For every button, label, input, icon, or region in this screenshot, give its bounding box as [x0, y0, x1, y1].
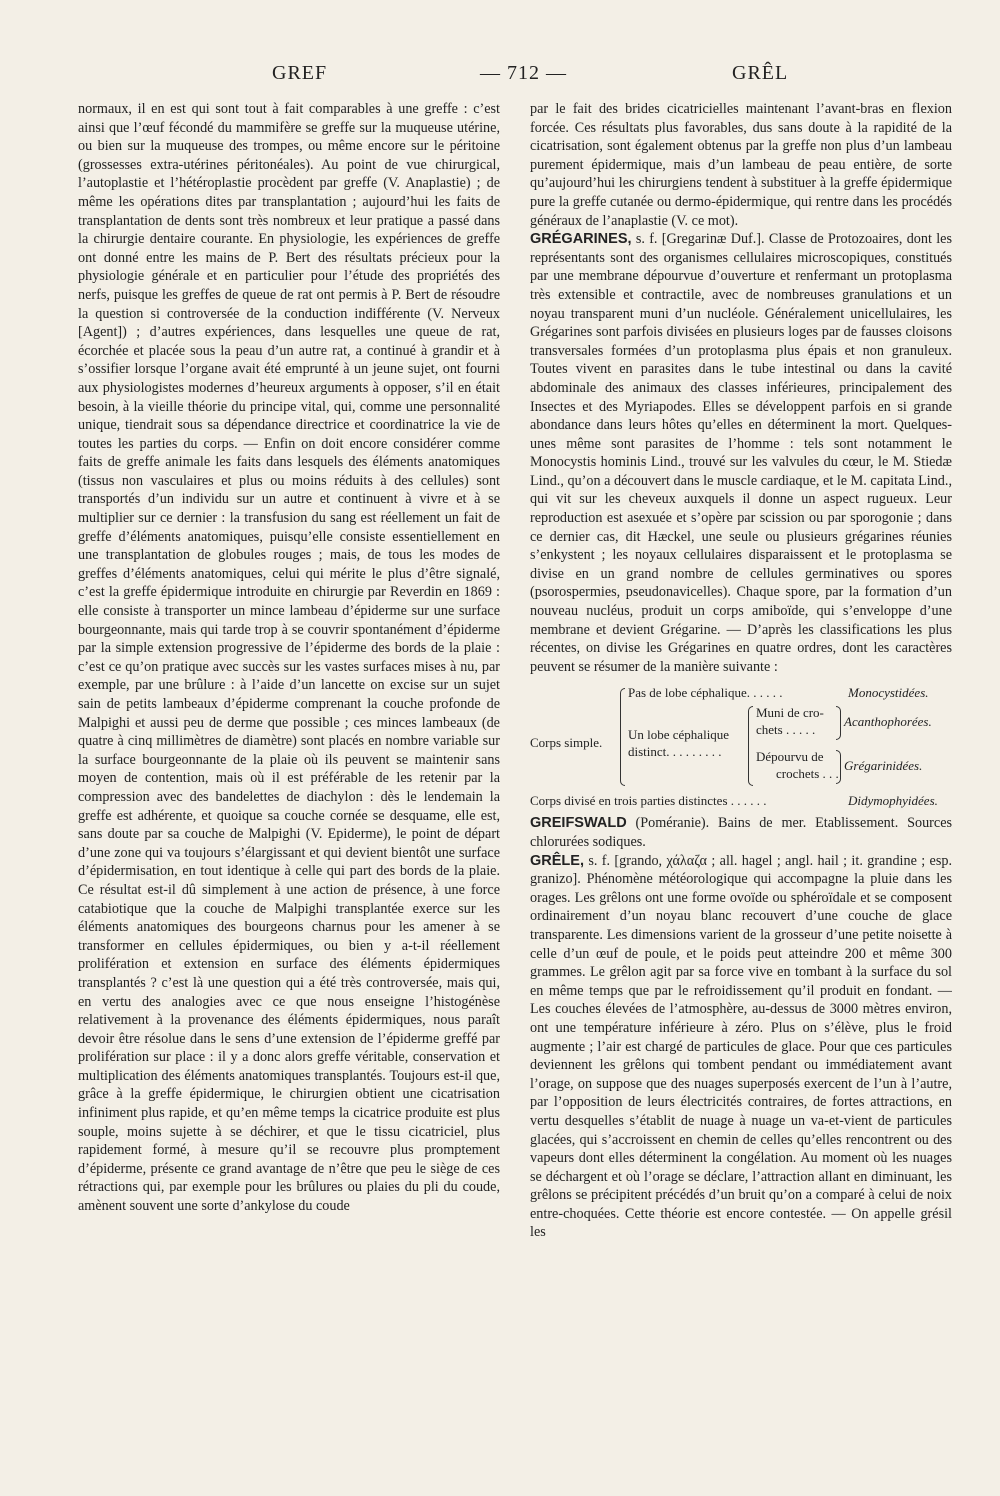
greffe-conclusion-text: par le fait des brides cicatricielles maintenant l’avant-bras en flexion forcée. Ces résultats plus favorables, dus sans doute à la rapidité de la cicatrisation, sont également obtenus par la greffe non plus d’un lambeau purement épidermique, mais d’un lambeau de peau entière, de sorte qu’aujourd’hui les chirurgiens tendent à substituer à la greffe épidermique pure la greffe cutanée ou dermo-épidermique, qui rentre dans les procédés généraux de l’anaplastie (V. ce mot). [530, 101, 952, 229]
entry-gregarines [530, 230, 952, 676]
order-gregarinidees: Grégarinidées. [844, 758, 923, 774]
entry-body-greifswald: (Poméranie). Bains de mer. Etablissement. Sources chlorurées sodiques. [530, 815, 952, 850]
label-corps-divise: Corps divisé en trois parties distinctes . . . . . . [530, 793, 767, 809]
label-corps-simple: Corps simple. [530, 735, 603, 751]
label-pas-de-lobe: Pas de lobe céphalique. . . . . . [628, 685, 783, 701]
brace-depourvu [836, 750, 841, 784]
entry-body-gregarines: s. f. [Gregarinæ Duf.]. Classe de Protozoaires, dont les représentants sont des organismes cellulaires microscopiques, constitués par une membrane dépourvue d’ouverture et renfermant un protoplasma très extensible et contractile, avec de nombreuses granulations et un noyau transparent muni d’un nucléole. Généralement unicellulaires, les Grégarines sont parfois divisées en plusieurs loges par de fausses cloisons transversales formées d’un protoplasma plus épais et non granuleux. Toutes vivent en parasites dans le tube intestinal ou dans la cavité abdominale des animaux des classes inférieures, principalement des Insectes et des Myriapodes. Elles se développent parfois en si grande abondance dans leurs hôtes qu’elles en déterminent la mort. Quelques-unes même sont parasites de l’homme : tels sont notamment le Monocystis hominis Lind., trouvé sur les valvules du cœur, le M. Stiedæ Lind., qu’on a découvert dans le muscle cardiaque, et le M. capitata Lind., qui vit sur les cheveux auxquels il donne un aspect rugueux. Leur reproduction est asexuée et s’opère par scission ou par sporogonie ; dans ce dernier cas, dit Hæckel, une seule ou plusieurs grégarines réunies s’enkystent ; les noyaux cellulaires disparaissent et le protoplasma se divise en un grand nombre de cellules germinatives ou spores (psorospermies, pseudonavicelles). Chaque spore, par la formation d’un nouveau nucléus, produit un corps amiboïde, qui s’enveloppe d’une membrane et devient Grégarine. — D’après les classifications les plus récentes, on divise les Grégarines en quatre ordres, dont les caractères peuvent se résumer de la manière suivante : [530, 231, 952, 675]
page-number: — 712 — [480, 62, 567, 84]
entry-body-grele: s. f. [grando, χάλαζα ; all. hagel ; angl. hail ; it. grandine ; esp. granizo]. Phénomène météorologique qui accompagne la pluie dans les orages. Les grêlons ont une forme ovoïde ou sphéroïdale et se composent ordinairement d’un noyau blanc recouvert d’une couche de glace transparente. Les dimensions varient de la grosseur d’une petite noisette à celle d’un œuf de poule, et le poids peut atteindre 200 et même 300 grammes. Le grêlon agit par sa force vive en tombant à la surface du sol en même temps que par le refroidissement qu’il produit en fondant. — Les couches élevées de l’atmosphère, au-dessus de 3000 mètres environ, ont une température inférieure à zéro. Plus on s’élève, plus le froid augmente ; l’air est chargé de particules de glace. Pour que ces particules deviennent les grêlons qui tombent pendant ou immédiatement avant l’orage, on suppose que des nuages superposés exercent de l’un à l’autre, par l’opposition de leurs électricités contraires, de fortes attractions, en vertu desquelles s’établit de nuage à nuage un va-et-vient de particules glacées, qui s’accroissent en chemin de celles qu’elles rencontrent ou des vapeurs dont elles déterminent la congélation. Au moment où les nuages se déchargent et où l’orage se déclare, l’attraction allant en diminuant, les grêlons se précipitent précédés d’un bruit qu’on a comparé à celui de noix entre-choquées. Cette théorie est encore contestée. — On appelle grésil les [530, 852, 952, 1241]
label-crochets: crochets . . . [776, 766, 839, 782]
right-column [530, 100, 952, 1450]
label-un-lobe: Un lobe céphalique [628, 727, 730, 743]
brace-muni [836, 706, 841, 740]
label-chets: chets . . . . . [756, 722, 816, 738]
brace-lobe [748, 706, 753, 786]
entry-head-gregarines: GRÉGARINES, [530, 231, 632, 248]
brace-corps-simple [620, 688, 625, 786]
greffe-continued-text: normaux, il en est qui sont tout à fait comparables à une greffe : c’est ainsi que l’œuf fécondé du mammifère se greffe sur la muqueuse utérine, ou bien sur la muqueuse des trompes, ou même encore sur le péritoine (grossesses extra-utérines péritonéales). Au point de vue chirurgical, l’autoplastie et l’hétéroplastie procèdent par greffe (V. Anaplastie) ; de même les opérations dites par transplantation ; aujourd’hui les faits de transplantation de dents sont très nombreux et leur pratique a passé dans la chirurgie dentaire courante. En physiologie, les expériences de greffe ont donné entre les mains de P. Bert des résultats précieux pour la physiologie générale et en particulier pour l’étude des propriétés des nerfs, puisque les greffes de queue de rat ont permis à P. Bert de résoudre la question si controversée de la conduction indifférente (V. Nerveux [Agent]) ; d’autres expériences, dans lesquelles une queue de rat, écorchée et placée sous la peau d’un autre rat, a continué à grandir et à s’ossifier lorsque l’organe avait été emprunté à un jeune sujet, ont fourni aux physiologistes modernes d’heureux arguments à opposer, s’il en était besoin, à la vieille théorie du principe vital, qui, comme une personnalité unique, tiendrait sous sa dépendance directrice et coordinatrice la vie de toutes les parties du corps. — Enfin on doit encore considérer comme faits de greffe animale les faits dans lesquels des éléments anatomiques (tissus non vasculaires et plus ou moins réduits à des cellules) sont transportés d’un individu sur un autre et continuent à vivre et à se multiplier sur ce dernier : la transfusion du sang est réellement un fait de greffe d’éléments anatomiques, puisqu’elle consiste essentiellement en une transplantation de globules rouges ; mais, de tous les modes de greffes d’éléments anatomiques, celui qui mérite le plus d’être signalé, c’est la greffe épidermique introduite en chirurgie par Reverdin en 1869 : elle consiste à transporter un mince lambeau d’épiderme sur une surface bourgeonnante, mais qui tarde trop à se couvrir spontanément d’épiderme par la simple extension progressive de l’épiderme des bords de la plaie : c’est ce qu’on pratique avec succès sur les vastes surfaces mises à nu, par exemple, par une brûlure : à l’aide d’un lancette on excise sur un sujet sain de petits lambeaux d’épiderme comprenant la couche profonde de Malpighi et aussi peu de derme que possible ; ces minces lambeaux (de quatre à cinq millimètres de diamètre) sont placés en nombre variable sur la surface bourgeonnante de la plaie où ils peuvent se maintenir sans moyen de contention, mais où il est préférable de les retenir par la compression avec des bandelettes de diachylon : dès le lendemain la greffe est adhérente, et quoique sa couche cornée se desquame, elle est, sans doute par sa couche de Malpighi (V. Epiderme), le point de départ d’une zone qui va toujours s’élargissant et qui devient bientôt une surface d’épidermisation, en tout identique à celle qui part des bords de la plaie. Ce résultat est-il dû simplement à une action de présence, à une force catabiotique que la couche de Malpighi transplantée exerce sur les éléments anatomiques des bourgeons charnus pour les amener à se transformer en cellules épidermiques, ou bien y a-t-il réellement prolifération et extension en surface des éléments épidermiques transplantés ? c’est là une question qui a été très controversée, mais qui, en vertu des analogies avec ce que nous enseigne l’histogénèse relativement à la provenance des éléments épidermiques, nous paraît devoir être résolue dans le sens d’une extension de l’épiderme greffé par prolifération sur place : il y a donc alors greffe véritable, conservation et multiplication des éléments anatomiques transplantés. Toujours est-il que, grâce à la greffe épidermique, le chirurgien obtient une cicatrisation infiniment plus rapide, et qu’en même temps la cicatrice produite est plus souple, moins sujette à se déchirer, et que le tissu cicatriciel, plus rapidement formé, à mesure qu’il se recouvre plus promptement d’épiderme, présente ce grand avantage de n’être que peu le siège de ces rétractions qui, par exemple pour les brûlures ou plaies du pli du coude, amènent souvent une sorte d’ankylose du coude [78, 101, 500, 1215]
entry-head-grele: GRÊLE, [530, 852, 584, 869]
label-depourvu: Dépourvu de [756, 749, 824, 765]
left-column [78, 100, 500, 1450]
running-head-right: GRÊL [732, 62, 789, 84]
classification-table [530, 684, 952, 810]
label-distinct: distinct. . . . . . . . . [628, 744, 722, 760]
entry-head-greifswald: GREIFSWALD [530, 815, 627, 832]
order-acanthophorees: Acanthophorées. [844, 714, 932, 730]
order-monocystidees: Monocystidées. [848, 685, 929, 701]
entry-grele [530, 852, 952, 1242]
entry-greifswald [530, 814, 952, 851]
order-didymophyidees: Didymophyidées. [848, 793, 938, 809]
running-head-left: GREF [272, 62, 328, 84]
label-muni-de-cro: Muni de cro- [756, 705, 824, 721]
